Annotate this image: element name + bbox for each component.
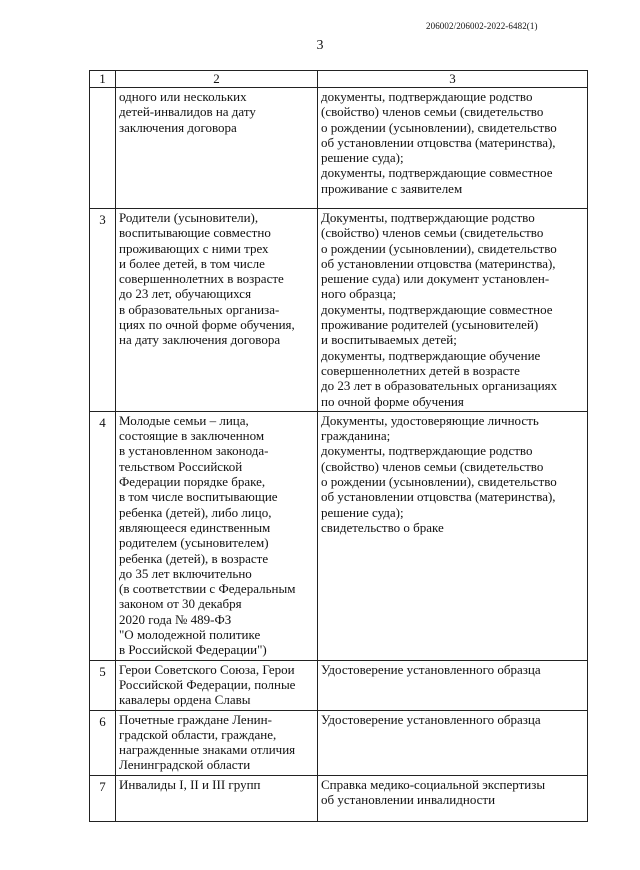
category-line: Инвалиды I, II и III групп — [119, 776, 261, 792]
documents-line: об установлении инвалидности — [321, 791, 496, 807]
documents-line: документы, подтверждающие обучение — [321, 347, 541, 363]
category-line: "О молодежной политике — [119, 627, 261, 643]
documents-line: свидетельство о браке — [321, 519, 444, 535]
documents-line: документы, подтверждающие родство — [321, 89, 533, 104]
table-row — [90, 775, 588, 821]
category-line: Российской Федерации, полные — [119, 676, 296, 692]
documents-line: и воспитываемых детей; — [321, 332, 457, 348]
documents-line: о рождении (усыновлении), свидетельство — [321, 119, 557, 135]
row-number: 7 — [90, 775, 116, 821]
documents-line: ного образца; — [321, 286, 397, 302]
category-line: и более детей, в том числе — [119, 255, 265, 271]
documents-line: решение суда); — [321, 150, 404, 166]
documents-cell — [318, 88, 588, 209]
category-line: Молодые семьи – лица, — [119, 412, 249, 428]
category-line: ребенка (детей), в возрасте — [119, 550, 269, 566]
documents-line: проживание с заявителем — [321, 180, 463, 196]
category-line: детей-инвалидов на дату — [119, 104, 256, 120]
category-line: родителем (усыновителем) — [119, 535, 269, 551]
documents-line: совершеннолетних детей в возрасте — [321, 362, 520, 378]
category-line: до 35 лет включительно — [119, 565, 252, 581]
documents-line: Удостоверение установленного образца — [321, 711, 541, 727]
category-line: воспитывающие совместно — [119, 225, 271, 241]
document-number: 206002/206002-2022-6482(1) — [426, 21, 538, 31]
table-row — [90, 88, 588, 209]
documents-line: (свойство) членов семьи (свидетельство — [321, 458, 544, 474]
documents-line: решение суда); — [321, 504, 404, 520]
documents-line: гражданина; — [321, 428, 391, 444]
category-line: одного или нескольких — [119, 89, 247, 104]
table-row — [90, 710, 588, 775]
table-row — [90, 660, 588, 710]
category-line: Родители (усыновители), — [119, 210, 259, 225]
category-cell — [116, 411, 318, 660]
documents-line: документы, подтверждающие совместное — [321, 165, 553, 181]
table-row — [90, 209, 588, 412]
category-cell — [116, 710, 318, 775]
row-number: 4 — [90, 411, 116, 660]
category-line: являющееся единственным — [119, 519, 271, 535]
category-line: в образовательных организа- — [119, 301, 280, 317]
category-line: ребенка (детей), либо лицо, — [119, 504, 272, 520]
row-number: 3 — [90, 209, 116, 412]
documents-line: об установлении отцовства (материнства), — [321, 489, 556, 505]
category-line: заключения договора — [119, 119, 237, 135]
documents-line: документы, подтверждающие родство — [321, 443, 533, 459]
documents-line: о рождении (усыновлении), свидетельство — [321, 240, 557, 256]
category-line: награжденные знаками отличия — [119, 742, 296, 758]
table-row — [90, 411, 588, 660]
category-line: на дату заключения договора — [119, 332, 281, 348]
category-line: проживающих с ними трех — [119, 240, 269, 256]
table-header-row — [90, 71, 588, 88]
documents-line: до 23 лет в образовательных организациях — [321, 378, 558, 394]
category-line: 2020 года № 489-ФЗ — [119, 611, 232, 627]
documents-line: о рождении (усыновлении), свидетельство — [321, 474, 557, 490]
documents-cell — [318, 775, 588, 821]
documents-line: (свойство) членов семьи (свидетельство — [321, 104, 544, 120]
category-line: циях по очной форме обучения, — [119, 317, 295, 333]
category-line: до 23 лет, обучающихся — [119, 286, 252, 302]
documents-line: по очной форме обучения — [321, 393, 464, 409]
category-cell — [116, 209, 318, 412]
column-header-1: 1 — [90, 71, 116, 88]
category-line: тельством Российской — [119, 458, 243, 474]
row-number: 6 — [90, 710, 116, 775]
category-line: в установленном законода- — [119, 443, 269, 459]
documents-line: об установлении отцовства (материнства), — [321, 255, 556, 271]
category-line: Почетные граждане Ленин- — [119, 711, 272, 727]
documents-line: документы, подтверждающие совместное — [321, 301, 553, 317]
category-line: градской области, граждане, — [119, 726, 277, 742]
category-line: в том числе воспитывающие — [119, 489, 278, 505]
documents-line: Удостоверение установленного образца — [321, 661, 541, 677]
category-line: кавалеры ордена Славы — [119, 692, 251, 708]
column-header-2: 2 — [116, 71, 318, 88]
documents-line: Документы, подтверждающие родство — [321, 210, 535, 225]
category-cell — [116, 660, 318, 710]
documents-cell — [318, 710, 588, 775]
category-line: в Российской Федерации") — [119, 642, 267, 658]
documents-cell — [318, 209, 588, 412]
documents-line: Справка медико-социальной экспертизы — [321, 776, 546, 792]
category-line: совершеннолетних в возрасте — [119, 271, 284, 287]
row-number — [90, 88, 116, 209]
category-line: Герои Советского Союза, Герои — [119, 661, 295, 677]
category-cell — [116, 775, 318, 821]
category-line: законом от 30 декабря — [119, 596, 242, 612]
documents-line: проживание родителей (усыновителей) — [321, 317, 539, 333]
category-line: Федерации порядке браке, — [119, 474, 266, 490]
documents-line: (свойство) членов семьи (свидетельство — [321, 225, 544, 241]
benefits-table — [89, 70, 588, 822]
column-header-3: 3 — [318, 71, 588, 88]
documents-cell — [318, 411, 588, 660]
category-line: состоящие в заключенном — [119, 428, 265, 444]
category-line: (в соответствии с Федеральным — [119, 581, 296, 597]
category-cell — [116, 88, 318, 209]
documents-line: решение суда) или документ установлен- — [321, 271, 550, 287]
row-number: 5 — [90, 660, 116, 710]
documents-cell — [318, 660, 588, 710]
page-number: 3 — [316, 38, 324, 53]
category-line: Ленинградской области — [119, 757, 251, 773]
documents-line: об установлении отцовства (материнства), — [321, 134, 556, 150]
documents-line: Документы, удостоверяющие личность — [321, 412, 539, 428]
